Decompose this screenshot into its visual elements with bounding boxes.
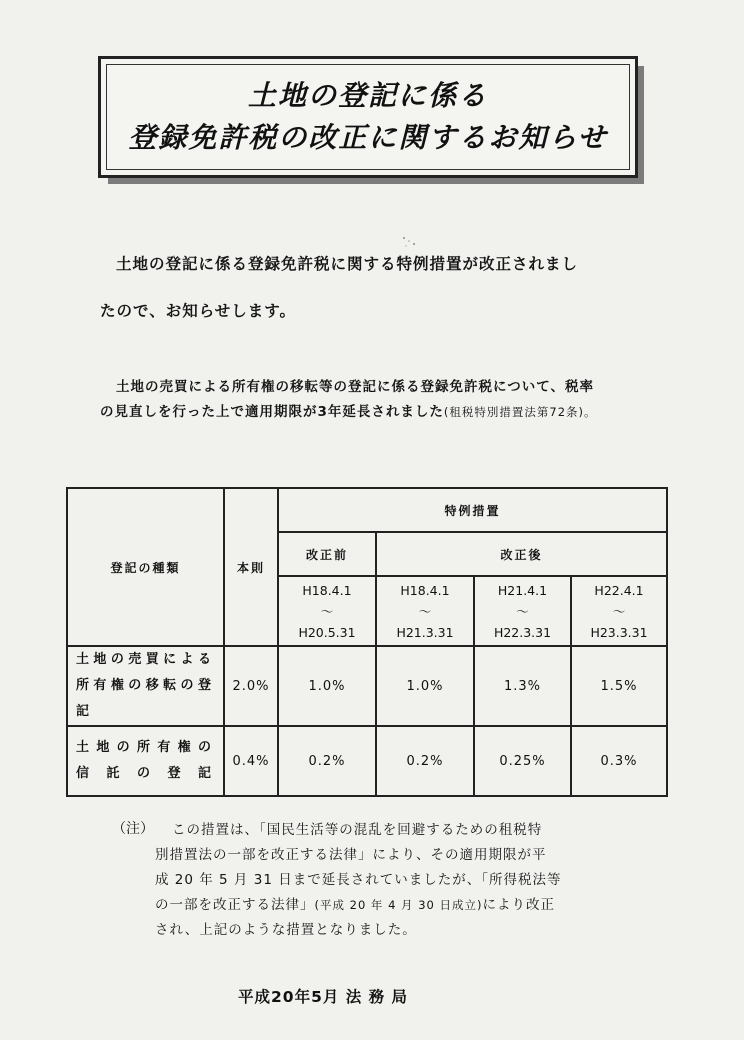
- header-registration-type: 登記の種類: [67, 488, 224, 646]
- rate-cell: 1.0%: [376, 646, 474, 726]
- header-special-measure: 特例措置: [278, 488, 667, 532]
- period-start: H22.4.1: [594, 582, 644, 598]
- row-label-line-2: 所有権の移転の登記: [76, 678, 215, 719]
- row-label-land-sale: [67, 646, 224, 726]
- period-start: H18.4.1: [302, 582, 352, 598]
- rate-cell: 1.5%: [571, 646, 667, 726]
- rate-cell: 0.2%: [376, 726, 474, 796]
- period-tilde: ～: [320, 603, 334, 619]
- rate-cell: 0.25%: [474, 726, 571, 796]
- title-inner-frame: [106, 64, 630, 170]
- period-after-1: [376, 576, 474, 646]
- footer-issuer: 平成20年5月 法 務 局: [238, 988, 409, 1006]
- header-after-revision: 改正後: [376, 532, 667, 576]
- note-line-4-end: により改正: [482, 897, 555, 913]
- base-rate-cell: 0.4%: [224, 726, 278, 796]
- table-row: [67, 726, 667, 796]
- header-before-revision: 改正前: [278, 532, 376, 576]
- period-tilde: ～: [516, 603, 529, 619]
- summary-line-1: 土地の売買による所有権の移転等の登記に係る登録免許税について、税率: [116, 379, 594, 395]
- base-rate-cell: 2.0%: [224, 646, 278, 726]
- row-label-land-trust: [67, 726, 224, 796]
- row-label-line-2: 信託の登記: [76, 766, 215, 781]
- period-end: H22.3.31: [493, 624, 552, 640]
- period-before: [278, 576, 376, 646]
- intro-line-1: 土地の登記に係る登録免許税に関する特例措置が改正されまし: [116, 255, 579, 273]
- rate-cell: 0.3%: [571, 726, 667, 796]
- note-line-1: この措置は、「国民生活等の混乱を回避するための租税特: [172, 822, 543, 838]
- summary-line-2: [100, 400, 597, 420]
- period-end: H20.5.31: [298, 624, 356, 640]
- tax-rate-table: [66, 487, 668, 797]
- note-line-5: され、上記のような措置となりました。: [155, 922, 417, 938]
- title-line-2: 登録免許税の改正に関するお知らせ: [128, 121, 608, 154]
- summary-line-2-main: の見直しを行った上で適用期限が3年延長されました: [100, 404, 444, 420]
- period-tilde: ～: [418, 603, 432, 619]
- note-label: （注）: [112, 821, 154, 837]
- note-line-2: 別措置法の一部を改正する法律」により、その適用期限が平: [155, 847, 547, 863]
- period-end: H21.3.31: [396, 624, 454, 640]
- note-line-3: 成 20 年 5 月 31 日まで延長されていましたが、「所得税法等: [155, 872, 562, 888]
- title-line-1: 土地の登記に係る: [247, 79, 488, 112]
- scan-speck: [400, 232, 420, 252]
- intro-line-2: たので、お知らせします。: [100, 302, 296, 320]
- period-after-2: [474, 576, 571, 646]
- period-tilde: ～: [612, 603, 626, 619]
- row-label-line-1: 土地の所有権の: [76, 740, 215, 755]
- period-after-3: [571, 576, 667, 646]
- rate-cell: 0.2%: [278, 726, 376, 796]
- table-row: [67, 646, 667, 726]
- title-box: [98, 56, 638, 178]
- summary-law-reference: (租税特別措置法第72条)。: [443, 405, 597, 419]
- period-start: H18.4.1: [400, 582, 450, 598]
- period-start: H21.4.1: [497, 582, 548, 598]
- note-line-4: [155, 893, 555, 913]
- note-line-4-paren: (平成 20 年 4 月 30 日成立): [314, 898, 483, 912]
- note-line-4-main: の一部を改正する法律」: [155, 897, 315, 913]
- header-base-rate: 本則: [224, 488, 278, 646]
- period-end: H23.3.31: [590, 624, 648, 640]
- rate-cell: 1.0%: [278, 646, 376, 726]
- rate-cell: 1.3%: [474, 646, 571, 726]
- row-label-line-1: 土地の売買による: [76, 652, 215, 667]
